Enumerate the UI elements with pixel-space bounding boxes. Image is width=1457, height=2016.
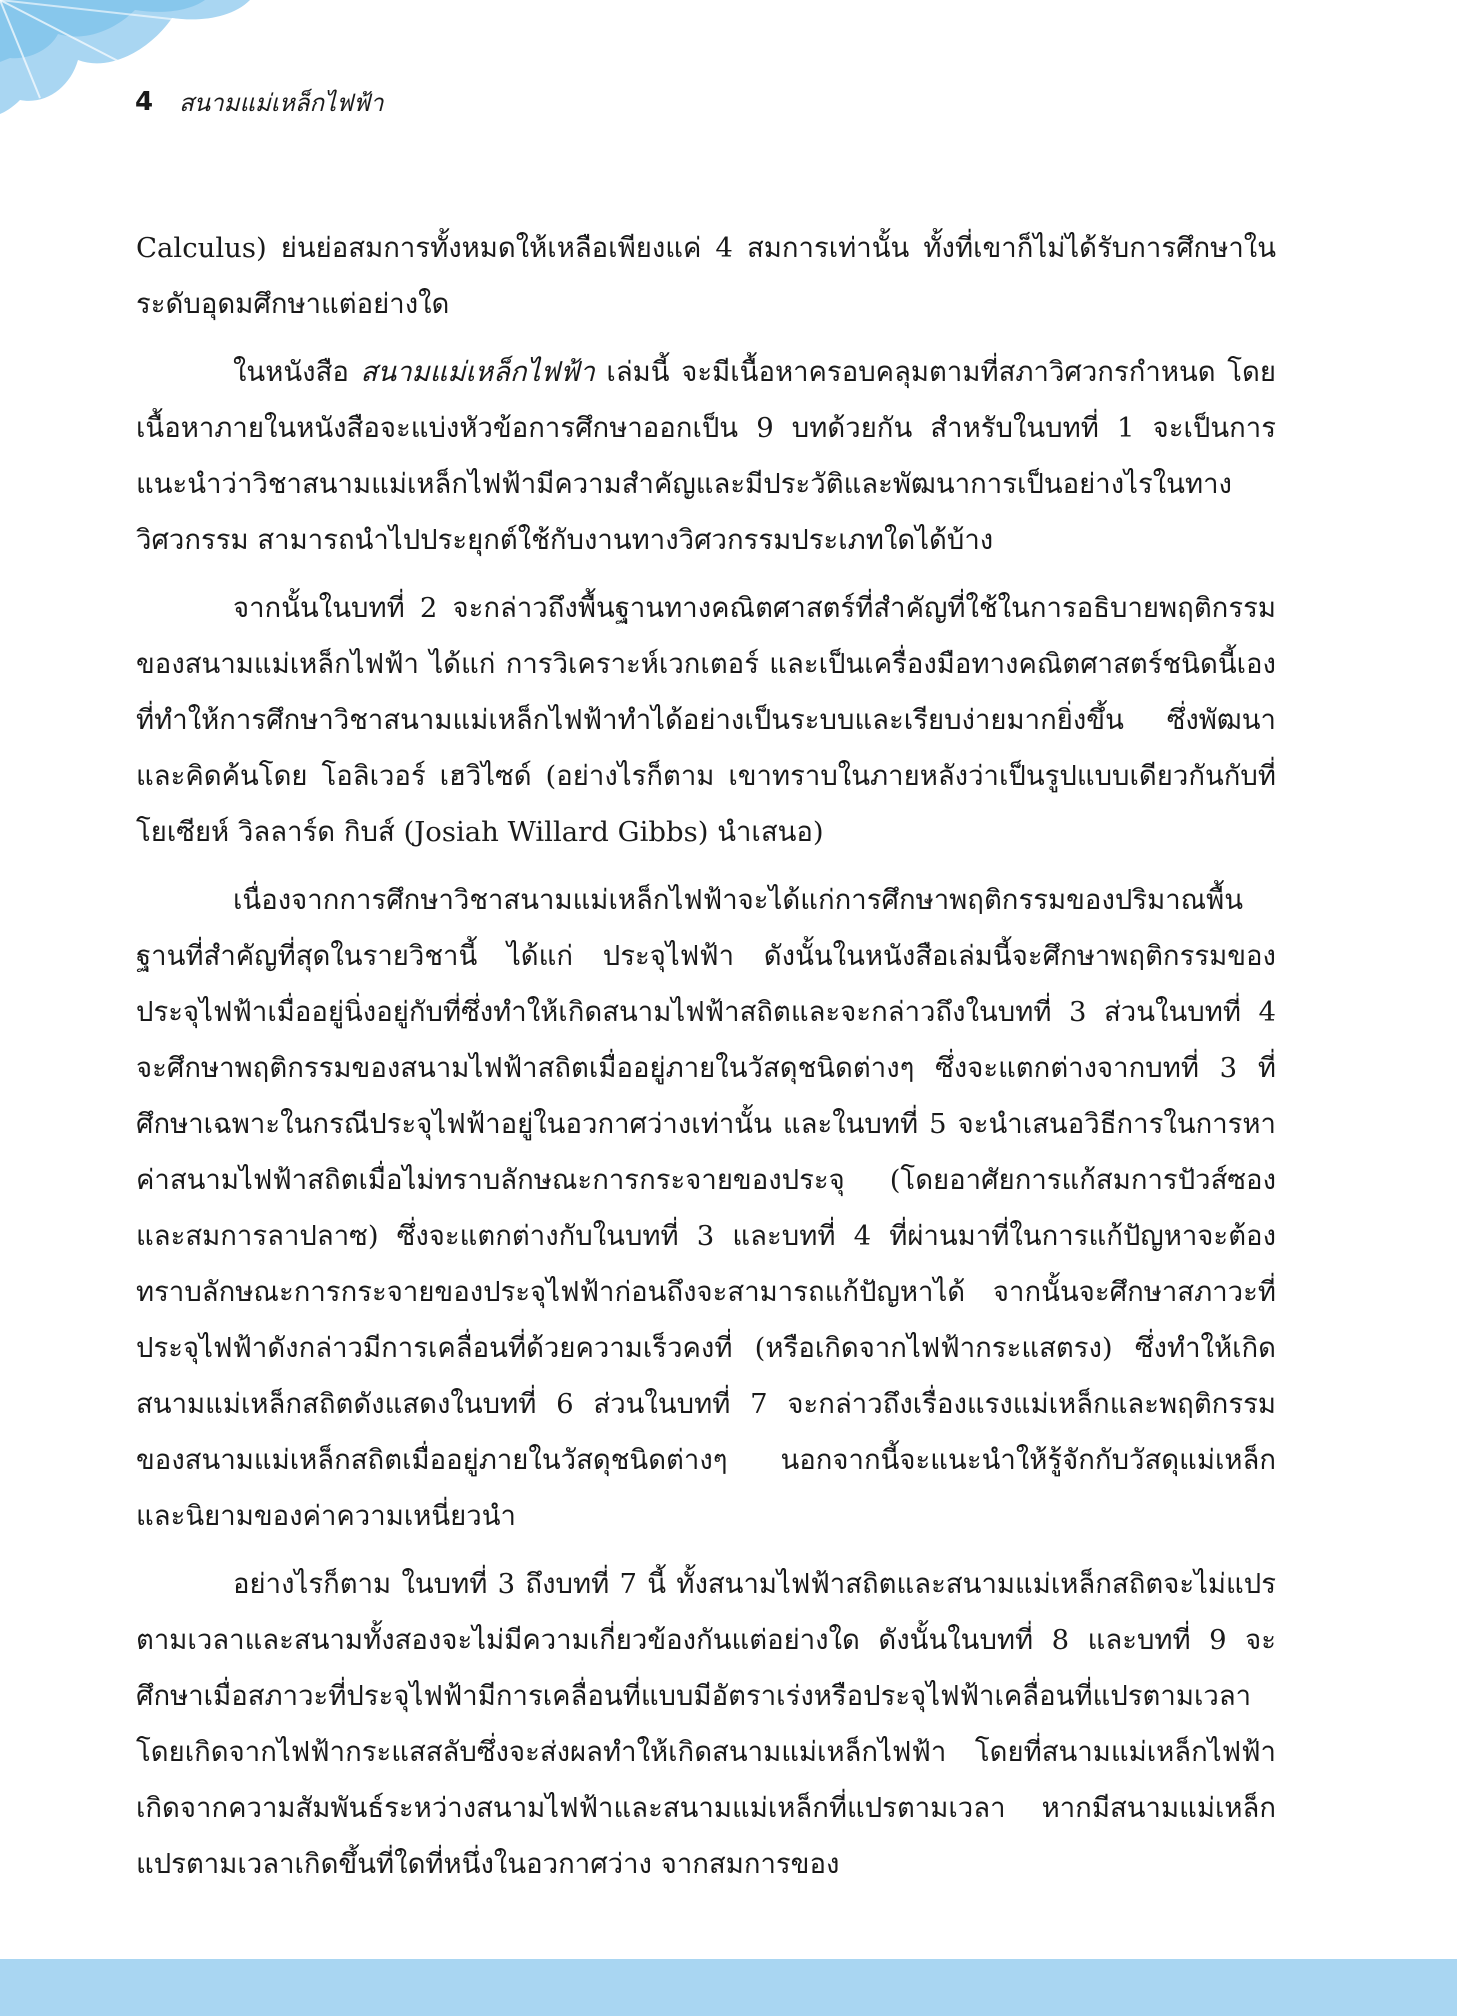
paragraph-text: เนื่องจากการศึกษาวิชาสนามแม่เหล็กไฟฟ้าจะได้แก่การศึกษาพฤติกรรมของปริมาณพื้นฐานที่สำคัญที่สุดในรายวิชานี้ ได้แก่ ประจุไฟฟ้า ดังนั้นในหนังสือเล่มนี้จะศึกษาพฤติกรรมของประจุไฟฟ้าเมื่ออยู่นิ่งอยู่กับที่ซึ่งทำให้เกิดสนามไฟฟ้าสถิตและจะกล่าวถึงในบทที่ 3 ส่วนในบทที่ 4 จะศึกษาพฤติกรรมของสนามไฟฟ้าสถิตเมื่ออยู่ภายในวัสดุชนิดต่างๆ ซึ่งจะแตกต่างจากบทที่ 3 ที่ศึกษาเฉพาะในกรณีประจุไฟฟ้าอยู่ในอวกาศว่างเท่านั้น และในบทที่ 5 จะนำเสนอวิธีการในการหาค่าสนามไฟฟ้าสถิตเมื่อไม่ทราบลักษณะการกระจายของประจุ (โดยอาศัยการแก้สมการปัวส์ซองและสมการลาปลาซ) ซึ่งจะแตกต่างกับในบทที่ 3 และบทที่ 4 ที่ผ่านมาที่ในการแก้ปัญหาจะต้องทราบลักษณะการกระจายของประจุไฟฟ้าก่อนถึงจะสามารถแก้ปัญหาได้ จากนั้นจะศึกษาสภาวะที่ประจุไฟฟ้าดังกล่าวมีการเคลื่อนที่ด้วยความเร็วคงที่ (หรือเกิดจากไฟฟ้ากระแสตรง) ซึ่งทำให้เกิดสนามแม่เหล็กสถิตดังแสดงในบทที่ 6 ส่วนในบทที่ 7 จะกล่าวถึงเรื่องแรงแม่เหล็กและพฤติกรรมของสนามแม่เหล็กสถิตเมื่ออยู่ภายในวัสดุชนิดต่างๆ นอกจากนี้จะแนะนำให้รู้จักกับวัสดุแม่เหล็กและนิยามของค่าความเหนี่ยวนำ [136, 884, 1276, 1532]
paragraph-text-after: เล่มนี้ จะมีเนื้อหาครอบคลุมตามที่สภาวิศวกรกำหนด โดยเนื้อหาภายในหนังสือจะแบ่งหัวข้อการศึกษาออกเป็น 9 บทด้วยกัน สำหรับในบทที่ 1 จะเป็นการแนะนำว่าวิชาสนามแม่เหล็กไฟฟ้ามีความสำคัญและมีประวัติและพัฒนาการเป็นอย่างไรในทางวิศวกรรม สามารถนำไปประยุกต์ใช้กับงานทางวิศวกรรมประเภทใดได้บ้าง [136, 356, 1276, 556]
body-text [136, 220, 1276, 1904]
paragraph [136, 872, 1276, 1544]
page-number: 4 [135, 87, 154, 117]
paragraph-text: จากนั้นในบทที่ 2 จะกล่าวถึงพื้นฐานทางคณิตศาสตร์ที่สำคัญที่ใช้ในการอธิบายพฤติกรรมของสนามแม่เหล็กไฟฟ้า ได้แก่ การวิเคราะห์เวกเตอร์ และเป็นเครื่องมือทางคณิตศาสตร์ชนิดนี้เองที่ทำให้การศึกษาวิชาสนามแม่เหล็กไฟฟ้าทำได้อย่างเป็นระบบและเรียบง่ายมากยิ่งขึ้น ซึ่งพัฒนาและคิดค้นโดย โอลิเวอร์ เฮวิไซด์ (อย่างไรก็ตาม เขาทราบในภายหลังว่าเป็นรูปแบบเดียวกันกับที่ โยเซียห์ วิลลาร์ด กิบส์ (Josiah Willard Gibbs) นำเสนอ) [136, 592, 1276, 848]
paragraph [136, 220, 1276, 332]
paragraph [136, 344, 1276, 568]
footer-band [0, 1959, 1457, 2016]
paragraph-text-before: ในหนังสือ [233, 356, 361, 388]
paragraph [136, 1556, 1276, 1892]
running-header [135, 82, 384, 122]
running-title: สนามแม่เหล็กไฟฟ้า [179, 88, 384, 117]
book-title-emphasis: สนามแม่เหล็กไฟฟ้า [360, 356, 595, 388]
paragraph [136, 580, 1276, 860]
paragraph-text: อย่างไรก็ตาม ในบทที่ 3 ถึงบทที่ 7 นี้ ทั้งสนามไฟฟ้าสถิตและสนามแม่เหล็กสถิตจะไม่แปรตามเวลาและสนามทั้งสองจะไม่มีความเกี่ยวข้องกันแต่อย่างใด ดังนั้นในบทที่ 8 และบทที่ 9 จะศึกษาเมื่อสภาวะที่ประจุไฟฟ้ามีการเคลื่อนที่แบบมีอัตราเร่งหรือประจุไฟฟ้าเคลื่อนที่แปรตามเวลาโดยเกิดจากไฟฟ้ากระแสสลับซึ่งจะส่งผลทำให้เกิดสนามแม่เหล็กไฟฟ้า โดยที่สนามแม่เหล็กไฟฟ้าเกิดจากความสัมพันธ์ระหว่างสนามไฟฟ้าและสนามแม่เหล็กที่แปรตามเวลา หากมีสนามแม่เหล็กแปรตามเวลาเกิดขึ้นที่ใดที่หนึ่งในอวกาศว่าง จากสมการของ [136, 1568, 1276, 1880]
paragraph-text: Calculus) ย่นย่อสมการทั้งหมดให้เหลือเพียงแค่ 4 สมการเท่านั้น ทั้งที่เขาก็ไม่ได้รับการศึกษาในระดับอุดมศึกษาแต่อย่างใด [136, 232, 1276, 320]
